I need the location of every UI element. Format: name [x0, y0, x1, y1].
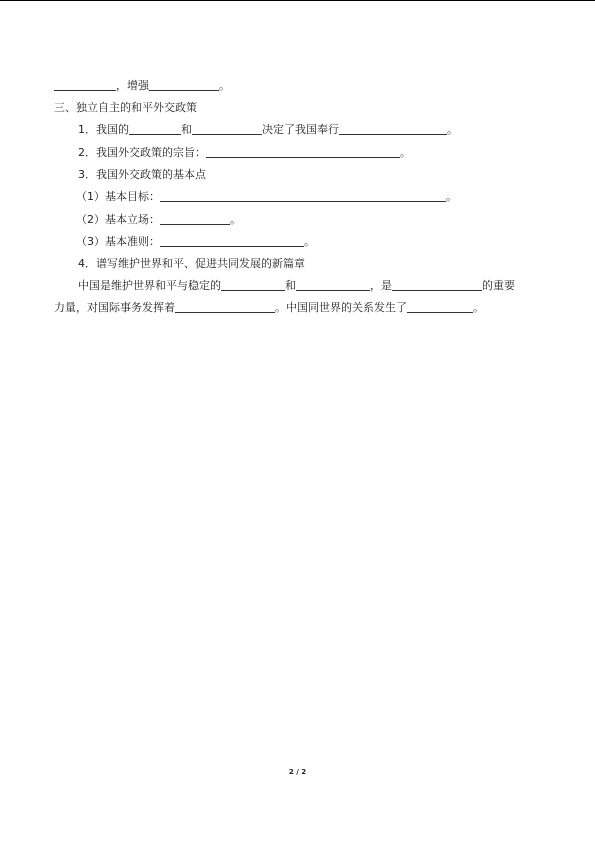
item-3-1: （1）基本目标： 。: [76, 190, 457, 203]
fill-blank[interactable]: [129, 121, 181, 135]
item-3-3: （3）基本准则： 。: [76, 235, 315, 248]
fill-blank[interactable]: [296, 277, 370, 291]
fill-blank[interactable]: [407, 299, 473, 313]
item-3: 3．我国外交政策的基本点: [78, 168, 206, 181]
fill-blank[interactable]: [149, 77, 219, 91]
fill-blank[interactable]: [54, 77, 116, 91]
item-4: 4．谱写维护世界和平、促进共同发展的新篇章: [78, 257, 305, 270]
fill-blank[interactable]: [392, 277, 482, 291]
fill-blank[interactable]: [175, 299, 275, 313]
fill-blank[interactable]: [192, 121, 262, 135]
page-number: 2 / 2: [288, 768, 307, 776]
item-1: 1．我国的 和 决定了我国奉行 。: [78, 123, 458, 136]
line-1: ，增强 。: [54, 76, 230, 96]
item-2: 2．我国外交政策的宗旨： 。: [78, 146, 411, 159]
fill-blank[interactable]: [160, 188, 446, 202]
item-3-2: （2）基本立场： 。: [76, 213, 241, 226]
fill-blank[interactable]: [160, 211, 230, 225]
paragraph-line-1: 中国是维护世界和平与稳定的 和 ，是 的重要: [78, 279, 515, 292]
fill-blank[interactable]: [206, 144, 400, 158]
fill-blank[interactable]: [160, 233, 304, 247]
paragraph-line-2: 力量，对国际事务发挥着 。中国同世界的关系发生了 。: [54, 301, 484, 314]
header-rule: [0, 0, 595, 1]
section-heading: 三、独立自主的和平外交政策: [54, 101, 197, 114]
fill-blank[interactable]: [221, 277, 285, 291]
fill-blank[interactable]: [339, 121, 447, 135]
